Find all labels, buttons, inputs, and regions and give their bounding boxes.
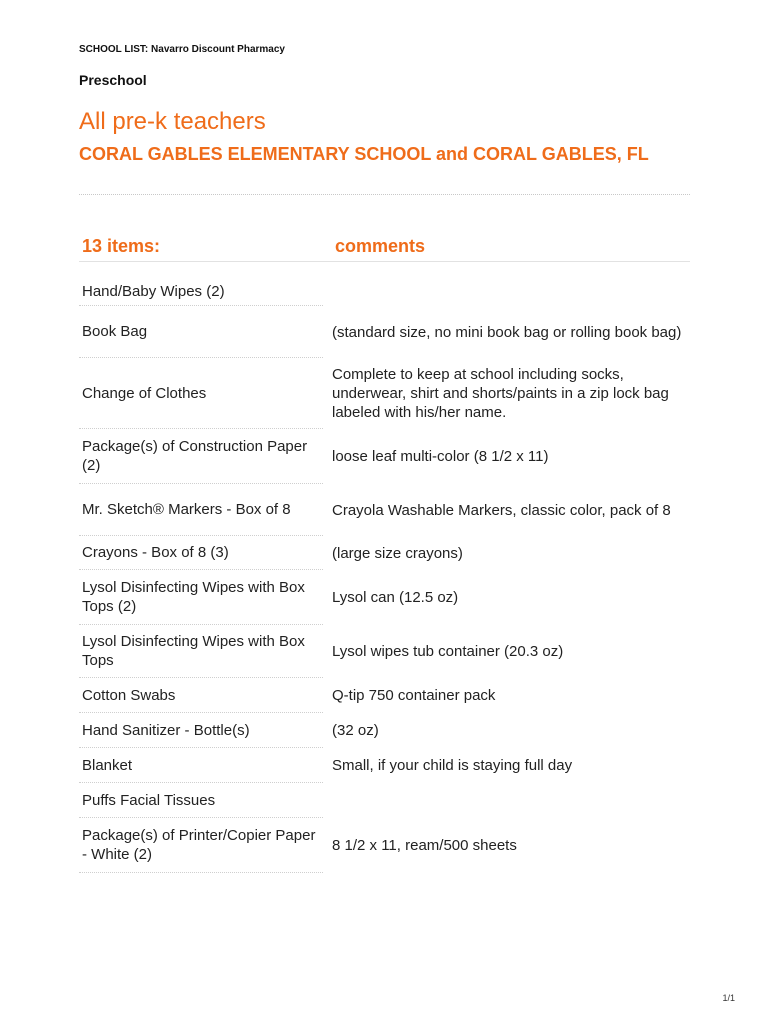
comment-cell: (large size crayons) bbox=[332, 544, 463, 562]
table-row bbox=[79, 306, 690, 358]
comment-cell bbox=[332, 278, 690, 306]
comment-cell: Crayola Washable Markers, classic color, pack of 8 bbox=[332, 501, 671, 519]
table-row bbox=[79, 429, 690, 484]
items-column-header: 13 items: bbox=[82, 236, 161, 256]
header-rule bbox=[79, 261, 690, 262]
item-cell: Package(s) of Construction Paper (2) bbox=[79, 429, 323, 484]
item-cell: Hand/Baby Wipes (2) bbox=[79, 278, 323, 306]
item-cell: Cotton Swabs bbox=[79, 678, 323, 713]
item-cell: Puffs Facial Tissues bbox=[79, 783, 323, 818]
grade-label: Preschool bbox=[79, 72, 147, 88]
item-cell: Blanket bbox=[79, 748, 323, 783]
comments-column-header: comments bbox=[335, 236, 426, 256]
table-row bbox=[79, 358, 690, 429]
item-cell: Mr. Sketch® Markers - Box of 8 bbox=[79, 484, 323, 536]
comment-cell: (32 oz) bbox=[332, 722, 379, 739]
item-cell: Lysol Disinfecting Wipes with Box Tops (2) bbox=[79, 570, 323, 625]
comment-cell: loose leaf multi-color (8 1/2 x 11) bbox=[332, 448, 549, 465]
list-title: SCHOOL LIST: Navarro Discount Pharmacy bbox=[79, 44, 285, 55]
comment-cell: Small, if your child is staying full day bbox=[332, 757, 573, 774]
table-row bbox=[79, 818, 690, 873]
school-heading: CORAL GABLES ELEMENTARY SCHOOL and CORAL GABLES, FL bbox=[79, 144, 649, 164]
item-cell: Crayons - Box of 8 (3) bbox=[79, 536, 323, 570]
item-cell: Change of Clothes bbox=[79, 358, 323, 429]
table-row bbox=[79, 278, 690, 306]
table-row bbox=[79, 783, 690, 818]
table-row bbox=[79, 484, 690, 536]
comment-cell: Lysol wipes tub container (20.3 oz) bbox=[332, 643, 564, 660]
table-row bbox=[79, 625, 690, 678]
table-row bbox=[79, 536, 690, 570]
comment-cell: Complete to keep at school including socks, underwear, shirt and shorts/paints in a zip lock bag labeled with his/her name. bbox=[332, 366, 669, 421]
comment-cell bbox=[332, 783, 690, 818]
comment-cell: Q-tip 750 container pack bbox=[332, 687, 496, 704]
teacher-heading: All pre-k teachers bbox=[79, 108, 266, 135]
table-row bbox=[79, 713, 690, 748]
comment-cell: 8 1/2 x 11, ream/500 sheets bbox=[332, 837, 517, 854]
table-row bbox=[79, 570, 690, 625]
table-row bbox=[79, 748, 690, 783]
supply-table bbox=[79, 278, 690, 873]
item-cell: Lysol Disinfecting Wipes with Box Tops bbox=[79, 625, 323, 678]
item-cell: Hand Sanitizer - Bottle(s) bbox=[79, 713, 323, 748]
page-number: 1/1 bbox=[722, 993, 735, 1003]
item-cell: Book Bag bbox=[79, 306, 323, 358]
comment-cell: (standard size, no mini book bag or rolling book bag) bbox=[332, 323, 682, 341]
section-divider bbox=[79, 194, 690, 195]
table-row bbox=[79, 678, 690, 713]
item-cell: Package(s) of Printer/Copier Paper - White (2) bbox=[79, 818, 323, 873]
comment-cell: Lysol can (12.5 oz) bbox=[332, 589, 459, 606]
